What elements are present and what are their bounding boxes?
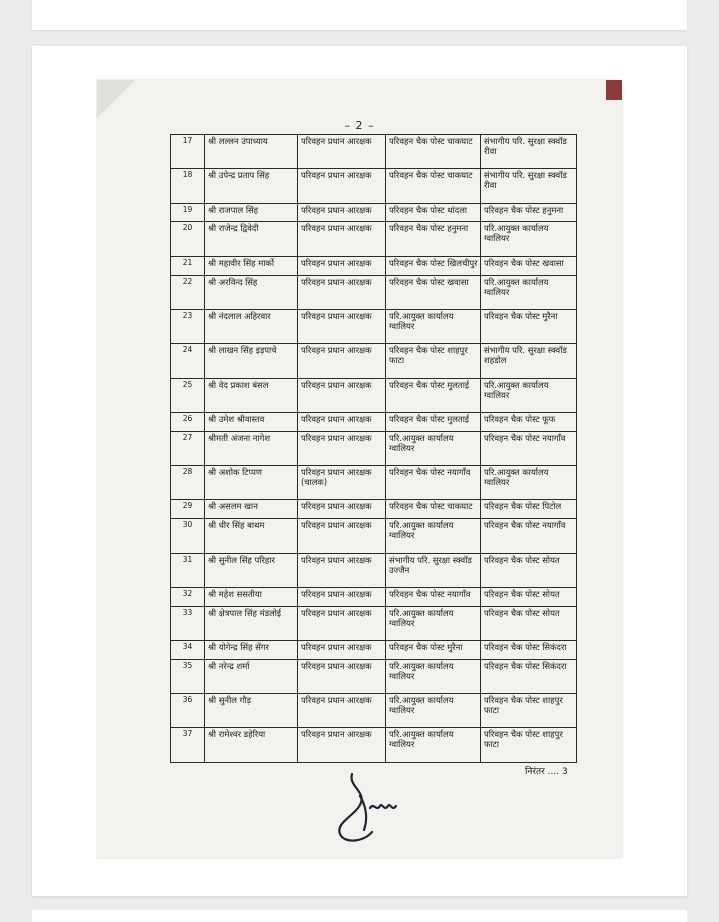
serial-no-cell: 30 — [171, 519, 205, 553]
serial-no-cell: 18 — [171, 169, 205, 203]
new-posting-cell: परि.आयुक्त कार्यालय ग्वालियर — [481, 222, 577, 256]
table-row — [171, 412, 577, 431]
current-posting-cell: परिवहन चैक पोस्ट शाहपुर फाटा — [386, 344, 481, 378]
table-row — [171, 344, 577, 378]
designation-cell: परिवहन प्रधान आरक्षक — [298, 587, 386, 606]
new-posting-cell: परि.आयुक्त कार्यालय ग्वालियर — [481, 466, 577, 500]
serial-no-cell: 20 — [171, 222, 205, 256]
current-posting-cell: परिवहन चैक पोस्ट मुरैना — [386, 640, 481, 659]
next-page-edge — [32, 910, 687, 922]
employee-name-cell: श्री लाखन सिंह इड़पाचे — [205, 344, 298, 378]
serial-no-cell: 29 — [171, 500, 205, 519]
current-posting-cell: परि.आयुक्त कार्यालय ग्वालियर — [386, 309, 481, 343]
current-posting-cell: परिवहन चैक पोस्ट नयागाँव — [386, 587, 481, 606]
employee-name-cell: श्री लल्लन उपाध्याय — [205, 135, 298, 169]
table-row — [171, 256, 577, 275]
continued-note: निरंतर .... 3 — [525, 767, 568, 777]
serial-no-cell: 26 — [171, 412, 205, 431]
current-posting-cell: परि.आयुक्त कार्यालय ग्वालियर — [386, 431, 481, 465]
table-row — [171, 640, 577, 659]
serial-no-cell: 24 — [171, 344, 205, 378]
employee-name-cell: श्री धीर सिंह बाथम — [205, 519, 298, 553]
table-row — [171, 500, 577, 519]
table-row — [171, 466, 577, 500]
new-posting-cell: परिवहन चैक पोस्ट नयागाँव — [481, 519, 577, 553]
serial-no-cell: 19 — [171, 203, 205, 222]
designation-cell: परिवहन प्रधान आरक्षक — [298, 256, 386, 275]
current-posting-cell: परिवहन चैक पोस्ट नयागाँव — [386, 466, 481, 500]
new-posting-cell: परिवहन चैक पोस्ट खवासा — [481, 256, 577, 275]
designation-cell: परिवहन प्रधान आरक्षक — [298, 553, 386, 587]
employee-name-cell: श्री सुनील गौड़ — [205, 694, 298, 728]
current-posting-cell: परिवहन चैक पोस्ट थांदला — [386, 203, 481, 222]
designation-cell: परिवहन प्रधान आरक्षक — [298, 431, 386, 465]
designation-cell: परिवहन प्रधान आरक्षक — [298, 412, 386, 431]
employee-name-cell: श्री असलम खान — [205, 500, 298, 519]
new-posting-cell: परिवहन चैक पोस्ट सोयत — [481, 553, 577, 587]
designation-cell: परिवहन प्रधान आरक्षक (चालक) — [298, 466, 386, 500]
table-row — [171, 587, 577, 606]
serial-no-cell: 25 — [171, 378, 205, 412]
table-row — [171, 606, 577, 640]
employee-name-cell: श्री क्षेत्रपाल सिंह मंडलोई — [205, 606, 298, 640]
new-posting-cell: परि.आयुक्त कार्यालय ग्वालियर — [481, 275, 577, 309]
employee-name-cell: श्री महावीर सिंह मार्को — [205, 256, 298, 275]
designation-cell: परिवहन प्रधान आरक्षक — [298, 606, 386, 640]
new-posting-cell: परिवहन चैक पोस्ट शाहपुर फाटा — [481, 728, 577, 763]
serial-no-cell: 33 — [171, 606, 205, 640]
employee-name-cell: श्री वेद प्रकाश बंसल — [205, 378, 298, 412]
designation-cell: परिवहन प्रधान आरक्षक — [298, 135, 386, 169]
designation-cell: परिवहन प्रधान आरक्षक — [298, 500, 386, 519]
designation-cell: परिवहन प्रधान आरक्षक — [298, 309, 386, 343]
employee-name-cell: श्री रामेश्वर डहेरिया — [205, 728, 298, 763]
current-posting-cell: परिवहन चैक पोस्ट खवासा — [386, 275, 481, 309]
employee-name-cell: श्रीमती अंजना नागेश — [205, 431, 298, 465]
serial-no-cell: 22 — [171, 275, 205, 309]
current-posting-cell: परिवहन चैक पोस्ट चाकघाट — [386, 500, 481, 519]
current-posting-cell: परिवहन चैक पोस्ट चाकघाट — [386, 135, 481, 169]
designation-cell: परिवहन प्रधान आरक्षक — [298, 275, 386, 309]
new-posting-cell: परिवहन चैक पोस्ट हनुमना — [481, 203, 577, 222]
serial-no-cell: 34 — [171, 640, 205, 659]
current-posting-cell: परि.आयुक्त कार्यालय ग्वालियर — [386, 659, 481, 693]
serial-no-cell: 27 — [171, 431, 205, 465]
folded-corner — [97, 80, 135, 118]
employee-name-cell: श्री महेश ससतीया — [205, 587, 298, 606]
designation-cell: परिवहन प्रधान आरक्षक — [298, 222, 386, 256]
new-posting-cell: परिवहन चैक पोस्ट सिकंदरा — [481, 659, 577, 693]
designation-cell: परिवहन प्रधान आरक्षक — [298, 203, 386, 222]
new-posting-cell: संभागीय परि. सुरक्षा स्क्वॉड रीवा — [481, 169, 577, 203]
table-row — [171, 728, 577, 763]
employee-name-cell: श्री योगेन्द्र सिंह सेंगर — [205, 640, 298, 659]
designation-cell: परिवहन प्रधान आरक्षक — [298, 640, 386, 659]
binder-edge — [606, 80, 622, 100]
employee-name-cell: श्री नरेन्द्र शर्मा — [205, 659, 298, 693]
serial-no-cell: 23 — [171, 309, 205, 343]
table-row — [171, 659, 577, 693]
designation-cell: परिवहन प्रधान आरक्षक — [298, 169, 386, 203]
employee-name-cell: श्री राजपाल सिंह — [205, 203, 298, 222]
table-row — [171, 222, 577, 256]
serial-no-cell: 31 — [171, 553, 205, 587]
current-posting-cell: परि.आयुक्त कार्यालय ग्वालियर — [386, 606, 481, 640]
current-posting-cell: परिवहन चैक पोस्ट चाकघाट — [386, 169, 481, 203]
serial-no-cell: 28 — [171, 466, 205, 500]
current-posting-cell: परिवहन चैक पोस्ट मुलताई — [386, 378, 481, 412]
new-posting-cell: परिवहन चैक पोस्ट नयागाँव — [481, 431, 577, 465]
employee-name-cell: श्री नंदलाल अहिरवार — [205, 309, 298, 343]
employee-name-cell: श्री अरविन्द सिंह — [205, 275, 298, 309]
serial-no-cell: 36 — [171, 694, 205, 728]
current-posting-cell: परि.आयुक्त कार्यालय ग्वालियर — [386, 694, 481, 728]
signature-icon — [330, 768, 410, 848]
employee-name-cell: श्री अशोक टिप्पण — [205, 466, 298, 500]
serial-no-cell: 21 — [171, 256, 205, 275]
new-posting-cell: परिवहन चैक पोस्ट फूफ — [481, 412, 577, 431]
designation-cell: परिवहन प्रधान आरक्षक — [298, 659, 386, 693]
table-row — [171, 431, 577, 465]
table-row — [171, 694, 577, 728]
current-posting-cell: परिवहन चैक पोस्ट मुलताई — [386, 412, 481, 431]
new-posting-cell: परिवहन चैक पोस्ट शाहपुर फाटा — [481, 694, 577, 728]
new-posting-cell: परिवहन चैक पोस्ट पिटोल — [481, 500, 577, 519]
current-posting-cell: परि.आयुक्त कार्यालय ग्वालियर — [386, 519, 481, 553]
new-posting-cell: परिवहन चैक पोस्ट सिकंदरा — [481, 640, 577, 659]
new-posting-cell: परि.आयुक्त कार्यालय ग्वालियर — [481, 378, 577, 412]
designation-cell: परिवहन प्रधान आरक्षक — [298, 344, 386, 378]
transfer-table — [170, 134, 577, 763]
current-posting-cell: संभागीय परि. सुरक्षा स्क्वॉड उज्जैन — [386, 553, 481, 587]
designation-cell: परिवहन प्रधान आरक्षक — [298, 728, 386, 763]
table-row — [171, 519, 577, 553]
new-posting-cell: संभागीय परि. सुरक्षा स्क्वॉड शहडोल — [481, 344, 577, 378]
serial-no-cell: 32 — [171, 587, 205, 606]
current-posting-cell: परिवहन चैक पोस्ट खिलचीपुर — [386, 256, 481, 275]
table-row — [171, 553, 577, 587]
serial-no-cell: 37 — [171, 728, 205, 763]
serial-no-cell: 17 — [171, 135, 205, 169]
designation-cell: परिवहन प्रधान आरक्षक — [298, 519, 386, 553]
employee-name-cell: श्री सुनील सिंह परिहार — [205, 553, 298, 587]
new-posting-cell: परिवहन चैक पोस्ट मुरैना — [481, 309, 577, 343]
new-posting-cell: संभागीय परि. सुरक्षा स्क्वॉड रीवा — [481, 135, 577, 169]
designation-cell: परिवहन प्रधान आरक्षक — [298, 378, 386, 412]
page-number: – 2 – — [344, 119, 375, 132]
table-row — [171, 309, 577, 343]
transfer-table-body — [171, 135, 577, 763]
employee-name-cell: श्री राजेन्द्र द्विवेदी — [205, 222, 298, 256]
new-posting-cell: परिवहन चैक पोस्ट सोयत — [481, 587, 577, 606]
employee-name-cell: श्री उमेश श्रीवास्तव — [205, 412, 298, 431]
previous-page-edge — [32, 0, 687, 30]
table-row — [171, 135, 577, 169]
designation-cell: परिवहन प्रधान आरक्षक — [298, 694, 386, 728]
table-row — [171, 203, 577, 222]
table-row — [171, 169, 577, 203]
current-posting-cell: परि.आयुक्त कार्यालय ग्वालियर — [386, 728, 481, 763]
table-row — [171, 275, 577, 309]
new-posting-cell: परिवहन चैक पोस्ट सोयत — [481, 606, 577, 640]
serial-no-cell: 35 — [171, 659, 205, 693]
employee-name-cell: श्री उपेन्द्र प्रताप सिंह — [205, 169, 298, 203]
current-posting-cell: परिवहन चैक पोस्ट हनुमना — [386, 222, 481, 256]
table-row — [171, 378, 577, 412]
